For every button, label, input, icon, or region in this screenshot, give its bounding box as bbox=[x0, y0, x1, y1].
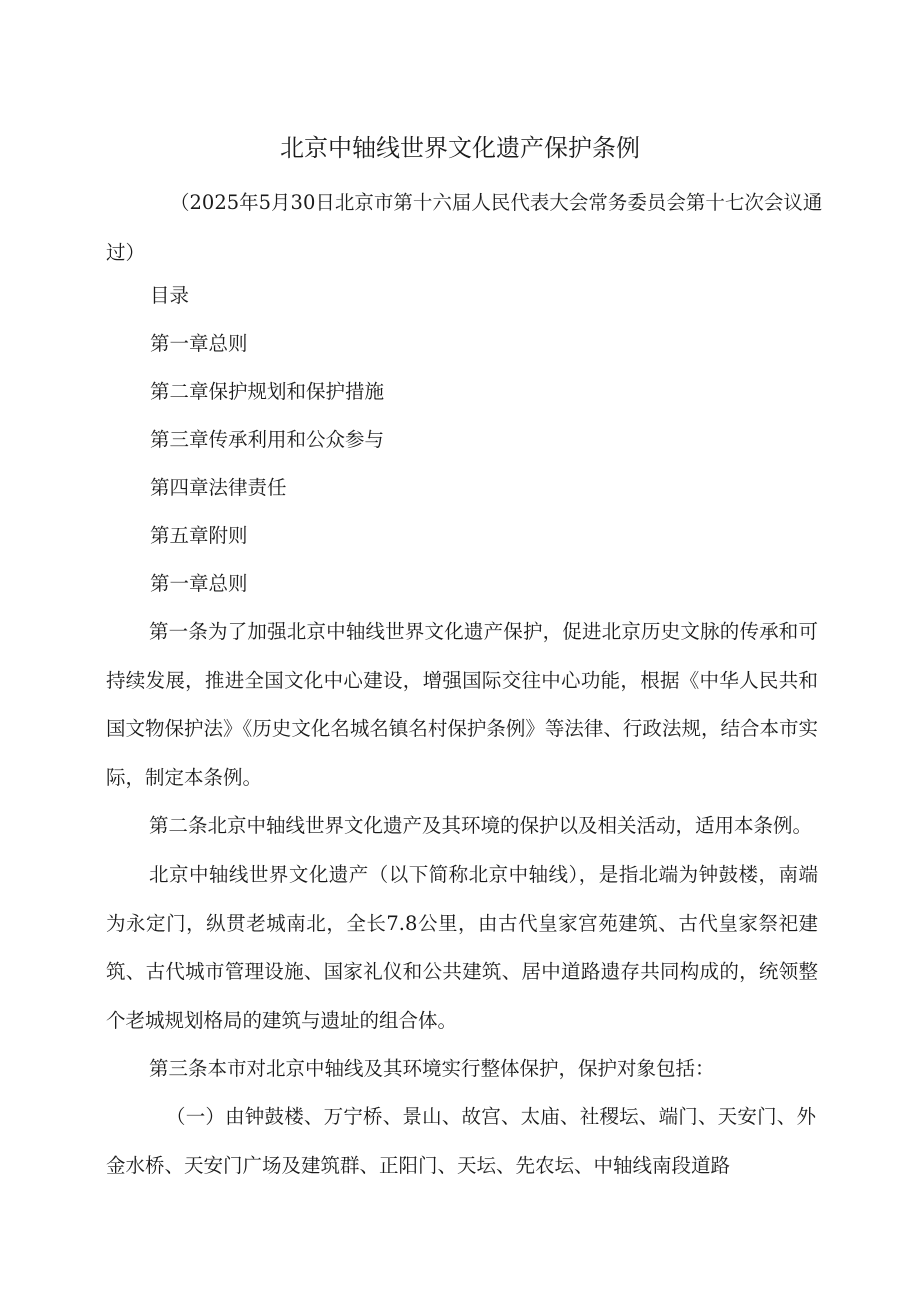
document-title: 北京中轴线世界文化遗产保护条例 bbox=[280, 134, 640, 162]
toc-item-chapter-2: 第二章保护规划和保护措施 bbox=[150, 380, 385, 403]
toc-item-chapter-3: 第三章传承利用和公众参与 bbox=[150, 428, 385, 451]
article-1: 第一条为了加强北京中轴线世界文化遗产保护，促进北京历史文脉的传承和可持续发展，推进全国文化中心建设，增强国际交往中心功能，根据《中华人民共和国文物保护法》《历史文化名城名镇名村保护条例》等法律、行政法规，结合本市实际，制定本条例。 bbox=[106, 620, 818, 789]
toc-item-chapter-1: 第一章总则 bbox=[150, 332, 248, 355]
article-3: 第三条本市对北京中轴线及其环境实行整体保护，保护对象包括： bbox=[149, 1057, 715, 1080]
toc-item-chapter-4: 第四章法律责任 bbox=[150, 476, 287, 499]
article-2-paragraph-2: 北京中轴线世界文化遗产（以下简称北京中轴线），是指北端为钟鼓楼，南端为永定门，纵贯老城南北，全长7.8公里，由古代皇家宫苑建筑、古代皇家祭祀建筑、古代城市管理设施、国家礼仪和公共建筑、居中道路遗存共同构成的，统领整个老城规划格局的建筑与遗址的组合体。 bbox=[106, 863, 818, 1032]
document-subtitle: （2025年5月30日北京市第十六届人民代表大会常务委员会第十七次会议通过） bbox=[106, 191, 823, 264]
article-3-item-1: （一）由钟鼓楼、万宁桥、景山、故宫、太庙、社稷坛、端门、天安门、外金水桥、天安门广场及建筑群、正阳门、天坛、先农坛、中轴线南段道路 bbox=[106, 1105, 816, 1177]
toc-item-chapter-5: 第五章附则 bbox=[150, 524, 248, 547]
toc-heading: 目录 bbox=[150, 284, 190, 307]
article-2: 第二条北京中轴线世界文化遗产及其环境的保护以及相关活动，适用本条例。 bbox=[149, 814, 813, 837]
chapter-1-heading: 第一章总则 bbox=[150, 572, 248, 595]
